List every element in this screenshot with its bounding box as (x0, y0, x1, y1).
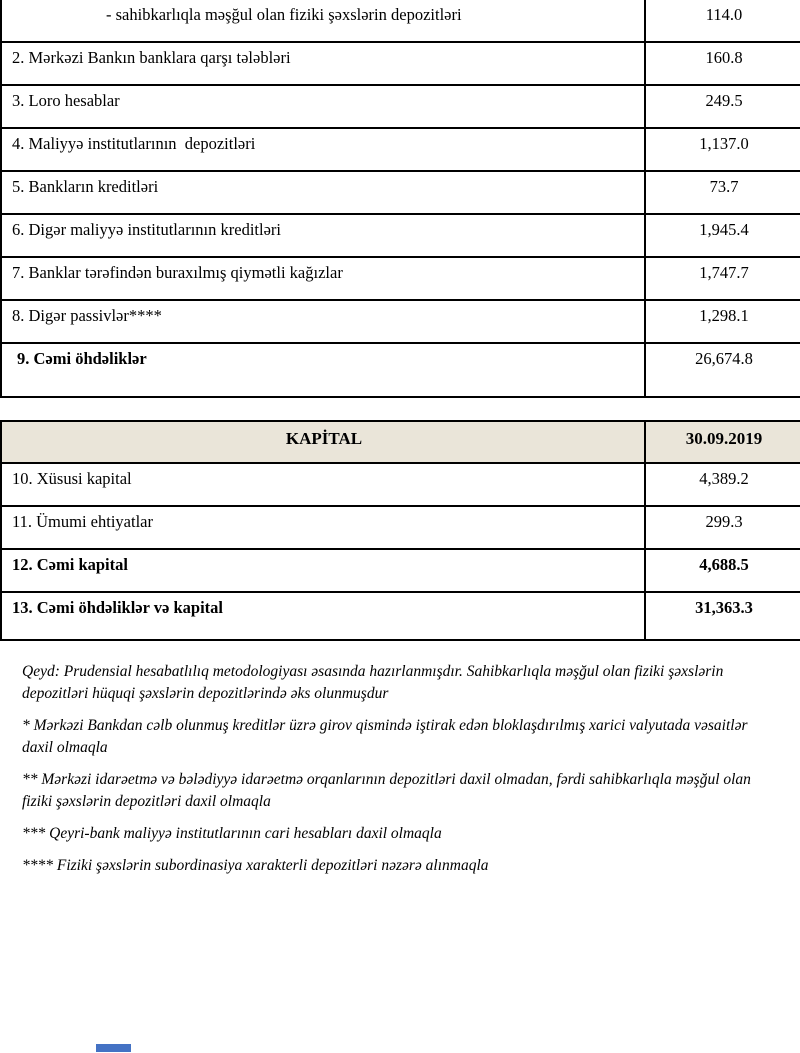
liabilities-table (0, 0, 800, 398)
row-label: 7. Banklar tərəfindən buraxılmış qiymətli kağızlar (1, 257, 645, 300)
row-label: 2. Mərkəzi Bankın banklara qarşı tələbləri (1, 42, 645, 85)
row-value: 26,674.8 (645, 343, 800, 397)
table-row (1, 0, 800, 42)
row-label: 11. Ümumi ehtiyatlar (1, 506, 645, 549)
row-label: 13. Cəmi öhdəliklər və kapital (1, 592, 645, 640)
row-label: 9. Cəmi öhdəliklər (1, 343, 645, 397)
footnote-qeyd: Qeyd: Prudensial hesabatlılıq metodologiyası əsasında hazırlanmışdır. Sahibkarlıqla məşğul olan fiziki şəxslərin depozitləri hüquqi şəxslərin depozitlərində əks olunmuşdur (22, 663, 724, 702)
row-label: 3. Loro hesablar (1, 85, 645, 128)
footnote-3-star: *** Qeyri-bank maliyyə institutlarının cari hesabları daxil olmaqla (22, 825, 442, 842)
table-row (1, 300, 800, 343)
row-label: 12. Cəmi kapital (1, 549, 645, 592)
footnotes-block (22, 661, 772, 887)
row-value: 1,137.0 (645, 128, 800, 171)
row-label: 5. Bankların kreditləri (1, 171, 645, 214)
footnote-2-star: ** Mərkəzi idarəetmə və bələdiyyə idarəetmə orqanlarının depozitləri daxil olmadan, fərdi sahibkarlıqla məşğul olan fiziki şəxslərin depozitləri daxil olmaqla (22, 771, 751, 810)
row-label: 6. Digər maliyyə institutlarının kreditləri (1, 214, 645, 257)
row-label: - sahibkarlıqla məşğul olan fiziki şəxslərin depozitləri (1, 0, 645, 42)
table-row (1, 463, 800, 506)
row-value: 1,298.1 (645, 300, 800, 343)
row-label: 8. Digər passivlər**** (1, 300, 645, 343)
row-value: 114.0 (645, 0, 800, 42)
table-row (1, 42, 800, 85)
capital-header-row (1, 421, 800, 463)
report-date: 30.09.2019 (645, 421, 800, 463)
capital-table (0, 420, 800, 641)
row-label: 10. Xüsusi kapital (1, 463, 645, 506)
total-liabilities-row (1, 343, 800, 397)
row-value: 249.5 (645, 85, 800, 128)
bottom-blue-bar (96, 1044, 131, 1052)
table-row (1, 85, 800, 128)
total-capital-row (1, 549, 800, 592)
table-row (1, 171, 800, 214)
table-row (1, 257, 800, 300)
row-value: 1,945.4 (645, 214, 800, 257)
table-row (1, 214, 800, 257)
row-value: 4,389.2 (645, 463, 800, 506)
total-liabilities-and-capital-row (1, 592, 800, 640)
row-value: 1,747.7 (645, 257, 800, 300)
footnote-4-star: **** Fiziki şəxslərin subordinasiya xarakterli depozitləri nəzərə alınmaqla (22, 857, 489, 874)
table-row (1, 128, 800, 171)
row-label: 4. Maliyyə institutlarının depozitləri (1, 128, 645, 171)
row-value: 31,363.3 (645, 592, 800, 640)
table-row (1, 506, 800, 549)
row-value: 299.3 (645, 506, 800, 549)
capital-section-title: KAPİTAL (1, 421, 645, 463)
row-value: 160.8 (645, 42, 800, 85)
footnote-1-star: * Mərkəzi Bankdan cəlb olunmuş kreditlər üzrə girov qismində iştirak edən bloklaşdırılmış xarici valyutada vəsaitlər daxil olmaqla (22, 717, 748, 756)
row-value: 4,688.5 (645, 549, 800, 592)
row-value: 73.7 (645, 171, 800, 214)
